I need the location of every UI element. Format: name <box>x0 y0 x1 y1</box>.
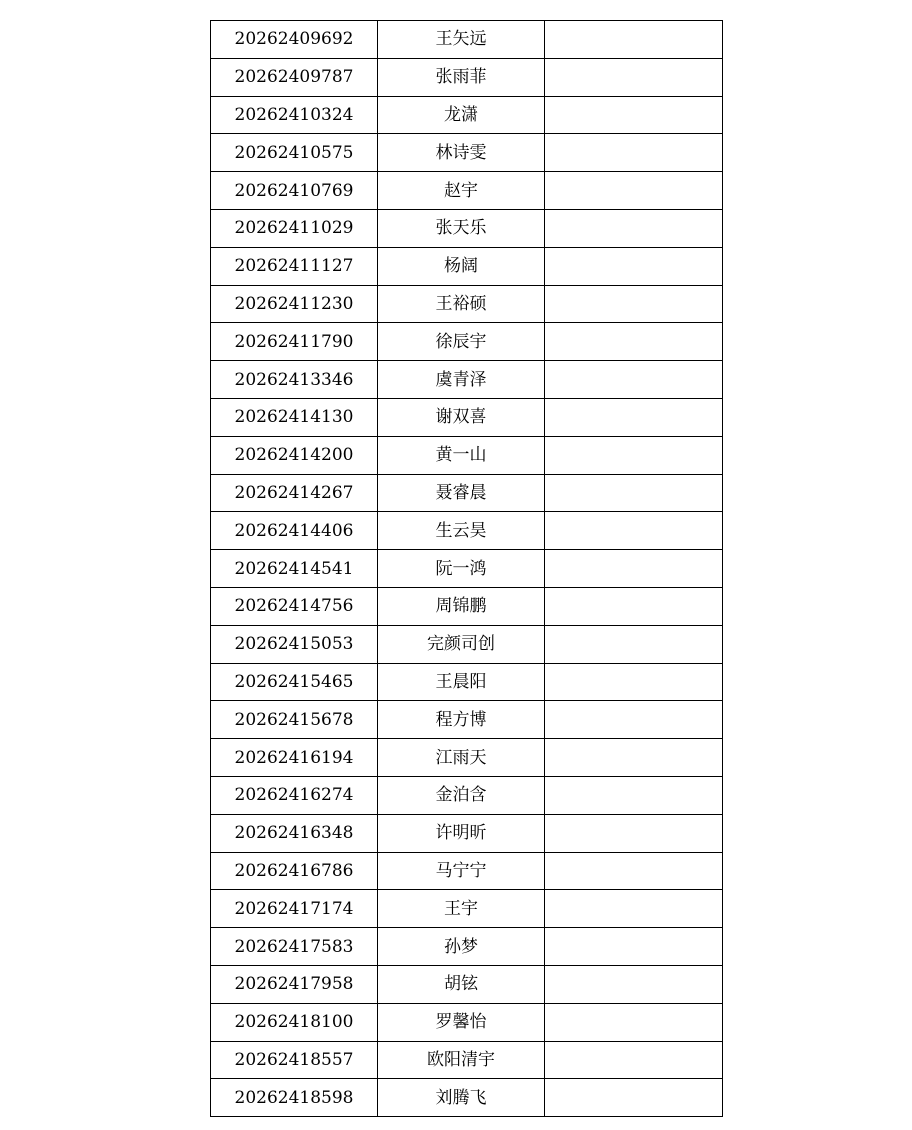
student-name-cell: 龙潇 <box>378 96 545 134</box>
student-id-cell: 20262417583 <box>211 928 378 966</box>
table-row <box>211 587 723 625</box>
table-row <box>211 965 723 1003</box>
blank-cell <box>545 550 723 588</box>
table-row <box>211 398 723 436</box>
blank-cell <box>545 1041 723 1079</box>
blank-cell <box>545 663 723 701</box>
table-row <box>211 1079 723 1117</box>
blank-cell <box>545 247 723 285</box>
student-name-cell: 虞青泽 <box>378 361 545 399</box>
student-name-cell: 许明昕 <box>378 814 545 852</box>
blank-cell <box>545 361 723 399</box>
student-name-cell: 金泊含 <box>378 776 545 814</box>
student-name-cell: 张天乐 <box>378 209 545 247</box>
blank-cell <box>545 512 723 550</box>
student-id-cell: 20262418598 <box>211 1079 378 1117</box>
table-row <box>211 96 723 134</box>
student-name-cell: 欧阳清宇 <box>378 1041 545 1079</box>
student-id-cell: 20262414130 <box>211 398 378 436</box>
blank-cell <box>545 96 723 134</box>
table-row <box>211 512 723 550</box>
student-id-cell: 20262418557 <box>211 1041 378 1079</box>
table-row <box>211 58 723 96</box>
student-name-cell: 聂睿晨 <box>378 474 545 512</box>
table-row <box>211 247 723 285</box>
blank-cell <box>545 323 723 361</box>
blank-cell <box>545 134 723 172</box>
student-id-cell: 20262414267 <box>211 474 378 512</box>
table-row <box>211 285 723 323</box>
student-id-cell: 20262411029 <box>211 209 378 247</box>
student-name-cell: 完颜司创 <box>378 625 545 663</box>
student-id-cell: 20262410575 <box>211 134 378 172</box>
student-name-cell: 孙梦 <box>378 928 545 966</box>
blank-cell <box>545 436 723 474</box>
student-name-cell: 刘腾飞 <box>378 1079 545 1117</box>
table-row <box>211 209 723 247</box>
student-name-cell: 周锦鹏 <box>378 587 545 625</box>
blank-cell <box>545 398 723 436</box>
student-id-cell: 20262414200 <box>211 436 378 474</box>
blank-cell <box>545 739 723 777</box>
student-name-cell: 杨阔 <box>378 247 545 285</box>
student-id-cell: 20262416274 <box>211 776 378 814</box>
student-name-cell: 江雨天 <box>378 739 545 777</box>
student-roster-table <box>210 20 723 1117</box>
student-id-cell: 20262416348 <box>211 814 378 852</box>
table-row <box>211 1041 723 1079</box>
student-id-cell: 20262409692 <box>211 21 378 59</box>
student-id-cell: 20262417174 <box>211 890 378 928</box>
blank-cell <box>545 1003 723 1041</box>
table-row <box>211 361 723 399</box>
table-row <box>211 474 723 512</box>
table-row <box>211 323 723 361</box>
table-row <box>211 172 723 210</box>
table-row <box>211 134 723 172</box>
student-name-cell: 王矢远 <box>378 21 545 59</box>
student-id-cell: 20262416194 <box>211 739 378 777</box>
student-name-cell: 徐辰宇 <box>378 323 545 361</box>
table-row <box>211 1003 723 1041</box>
student-name-cell: 程方博 <box>378 701 545 739</box>
student-id-cell: 20262416786 <box>211 852 378 890</box>
student-id-cell: 20262415465 <box>211 663 378 701</box>
table-row <box>211 625 723 663</box>
roster-body <box>211 21 723 1117</box>
blank-cell <box>545 814 723 852</box>
student-id-cell: 20262411127 <box>211 247 378 285</box>
student-name-cell: 张雨菲 <box>378 58 545 96</box>
student-id-cell: 20262413346 <box>211 361 378 399</box>
blank-cell <box>545 776 723 814</box>
table-row <box>211 701 723 739</box>
blank-cell <box>545 928 723 966</box>
student-id-cell: 20262415678 <box>211 701 378 739</box>
student-name-cell: 阮一鸿 <box>378 550 545 588</box>
student-name-cell: 林诗雯 <box>378 134 545 172</box>
student-id-cell: 20262414406 <box>211 512 378 550</box>
blank-cell <box>545 965 723 1003</box>
student-id-cell: 20262410769 <box>211 172 378 210</box>
student-id-cell: 20262414541 <box>211 550 378 588</box>
student-name-cell: 胡铉 <box>378 965 545 1003</box>
student-id-cell: 20262417958 <box>211 965 378 1003</box>
blank-cell <box>545 625 723 663</box>
student-name-cell: 王晨阳 <box>378 663 545 701</box>
student-id-cell: 20262411230 <box>211 285 378 323</box>
student-id-cell: 20262411790 <box>211 323 378 361</box>
blank-cell <box>545 474 723 512</box>
table-row <box>211 436 723 474</box>
student-name-cell: 生云昊 <box>378 512 545 550</box>
blank-cell <box>545 209 723 247</box>
table-row <box>211 928 723 966</box>
table-row <box>211 663 723 701</box>
student-id-cell: 20262418100 <box>211 1003 378 1041</box>
blank-cell <box>545 285 723 323</box>
blank-cell <box>545 890 723 928</box>
table-row <box>211 852 723 890</box>
table-row <box>211 890 723 928</box>
student-name-cell: 赵宇 <box>378 172 545 210</box>
table-row <box>211 814 723 852</box>
blank-cell <box>545 701 723 739</box>
student-name-cell: 黄一山 <box>378 436 545 474</box>
student-id-cell: 20262414756 <box>211 587 378 625</box>
student-name-cell: 谢双喜 <box>378 398 545 436</box>
blank-cell <box>545 172 723 210</box>
blank-cell <box>545 1079 723 1117</box>
blank-cell <box>545 587 723 625</box>
table-row <box>211 739 723 777</box>
student-name-cell: 王裕硕 <box>378 285 545 323</box>
blank-cell <box>545 21 723 59</box>
table-row <box>211 550 723 588</box>
student-id-cell: 20262415053 <box>211 625 378 663</box>
student-id-cell: 20262410324 <box>211 96 378 134</box>
blank-cell <box>545 852 723 890</box>
blank-cell <box>545 58 723 96</box>
student-name-cell: 罗馨怡 <box>378 1003 545 1041</box>
table-row <box>211 21 723 59</box>
student-id-cell: 20262409787 <box>211 58 378 96</box>
student-name-cell: 王宇 <box>378 890 545 928</box>
table-row <box>211 776 723 814</box>
student-name-cell: 马宁宁 <box>378 852 545 890</box>
